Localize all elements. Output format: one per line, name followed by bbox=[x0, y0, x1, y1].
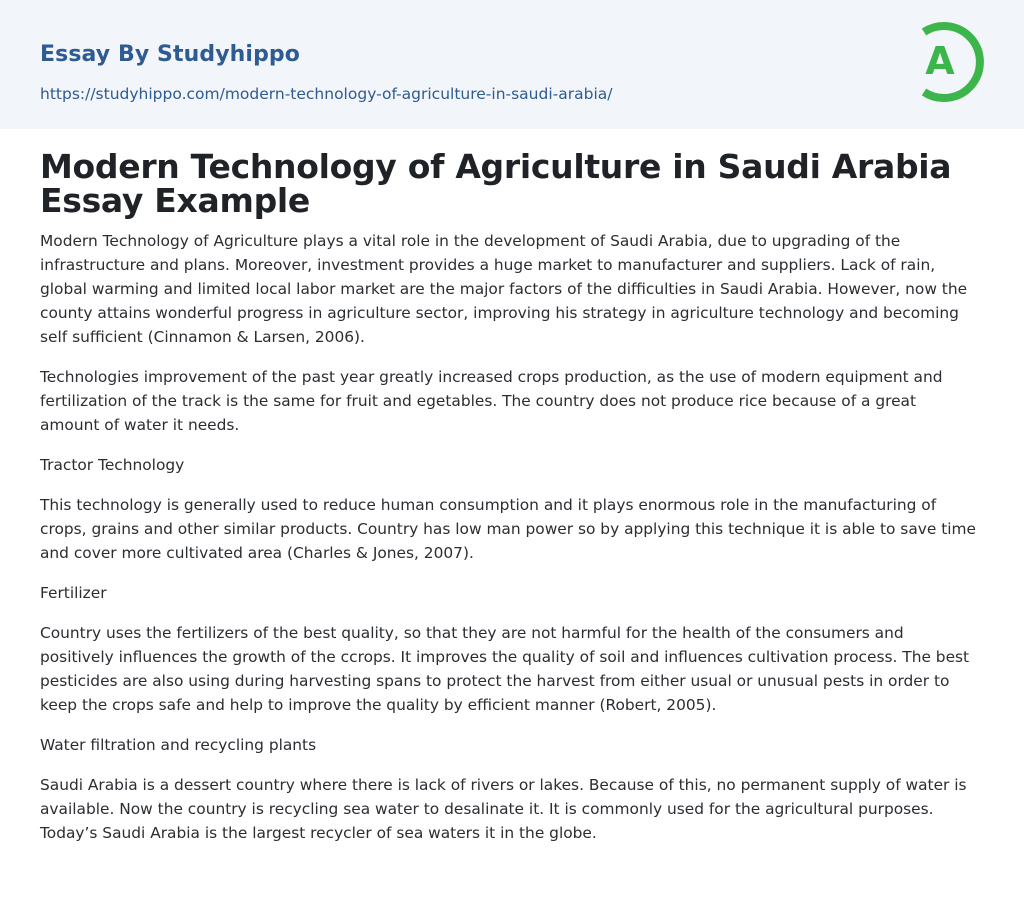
subheading-water: Water filtration and recycling plants bbox=[40, 736, 317, 754]
paragraph-fertilizer: Country uses the fertilizers of the best quality, so that they are not harmful for the health of the consumers and positively influences the growth of the ccrops. It improves the quality of soil and influences cultivation process. The best pesticides are also using during harvesting spans to protect the harvest from either usual or unusual pests in order to keep the crops safe and help to improve the quality by efficient manner (Robert, 2005). bbox=[40, 624, 970, 714]
paragraph-water: Saudi Arabia is a dessert country where there is lack of rivers or lakes. Because of this, no permanent supply of water is available. Now the country is recycling sea water to desalinate it. It is commonly used for the agricultural purposes. Today’s Saudi Arabia is the largest recycler of sea waters it in the globe. bbox=[40, 776, 967, 842]
site-header bbox=[0, 0, 1024, 129]
paragraph-intro: Modern Technology of Agriculture plays a vital role in the development of Saudi Arabia, due to upgrading of the infrastructure and plans. Moreover, investment provides a huge market to manufacturer and suppliers. Lack of rain, global warming and limited local labor market are the major factors of the difficulties in Saudi Arabia. However, now the county attains wonderful progress in agriculture sector, improving his strategy in agriculture technology and becoming self sufficient (Cinnamon & Larsen, 2006). bbox=[40, 232, 968, 346]
brand-title[interactable]: Essay By Studyhippo bbox=[40, 42, 300, 67]
source-url-link[interactable]: https://studyhippo.com/modern-technology-of-agriculture-in-saudi-arabia/ bbox=[40, 85, 613, 103]
paragraph-tractor: This technology is generally used to reduce human consumption and it plays enormous role in the manufacturing of crops, grains and other similar products. Country has low man power so by applying this technique it is able to save time and cover more cultivated area (Charles & Jones, 2007). bbox=[40, 496, 976, 562]
subheading-tractor: Tractor Technology bbox=[40, 456, 185, 474]
article-title: Modern Technology of Agriculture in Saudi Arabia Essay Example bbox=[40, 147, 952, 220]
logo-letter: A bbox=[925, 39, 955, 83]
studyhippo-logo-icon[interactable] bbox=[912, 18, 986, 106]
subheading-fertilizer: Fertilizer bbox=[40, 584, 107, 602]
paragraph-technologies: Technologies improvement of the past year greatly increased crops production, as the use of modern equipment and fertilization of the track is the same for fruit and egetables. The country does not produce rice because of a great amount of water it needs. bbox=[40, 368, 943, 434]
article-body bbox=[40, 147, 980, 861]
